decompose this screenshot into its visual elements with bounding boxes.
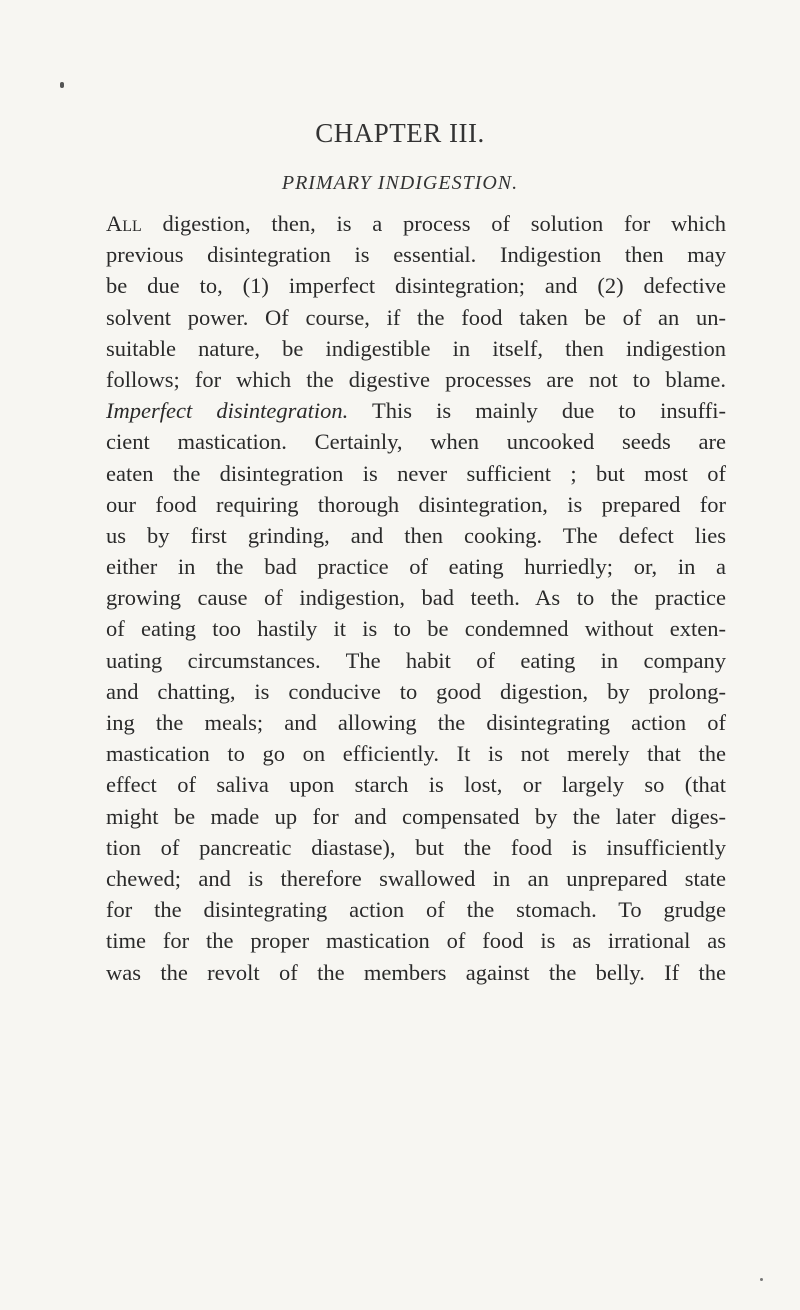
text-line: solvent power. Of course, if the food taken be of an un- bbox=[106, 304, 726, 330]
chapter-title: PRIMARY INDIGESTION. bbox=[281, 172, 519, 194]
text-line: growing cause of indigestion, bad teeth. As to the practice bbox=[106, 585, 726, 611]
section-heading: Imperfect disintegration. bbox=[106, 398, 349, 424]
text-line: for the disintegrating action of the stomach. To grudge bbox=[106, 897, 726, 923]
ink-speck bbox=[760, 1278, 763, 1281]
ink-speck bbox=[60, 82, 64, 88]
text-line: effect of saliva upon starch is lost, or largely so (that bbox=[106, 772, 726, 798]
text-line: ing the meals; and allowing the disintegrating action of bbox=[106, 710, 726, 735]
body-text bbox=[106, 208, 726, 988]
text-line: and chatting, is conducive to good digestion, by prolong- bbox=[106, 678, 726, 704]
text-line: Imperfect disintegration. This is mainly due to insuffi- bbox=[106, 398, 726, 424]
text-line: previous disintegration is essential. Indigestion then may bbox=[106, 242, 726, 268]
text-line: suitable nature, be indigestible in itself, then indigestion bbox=[106, 335, 726, 361]
text-line: us by first grinding, and then cooking. The defect lies bbox=[106, 522, 726, 548]
text-line: of eating too hastily it is to be condemned without exten- bbox=[106, 616, 726, 642]
drop-word: All bbox=[106, 211, 142, 236]
text-line: mastication to go on efficiently. It is not merely that the bbox=[106, 741, 726, 767]
text-line: was the revolt of the members against the belly. If the bbox=[106, 959, 726, 985]
text-line: either in the bad practice of eating hurriedly; or, in a bbox=[106, 554, 726, 580]
chapter-heading: CHAPTER III. bbox=[315, 118, 485, 148]
text-line: uating circumstances. The habit of eating in company bbox=[106, 647, 726, 673]
text-line: our food requiring thorough disintegration, is prepared for bbox=[106, 491, 726, 517]
text-line: time for the proper mastication of food is as irrational as bbox=[106, 928, 726, 954]
text-line: All digestion, then, is a process of solution for which bbox=[106, 211, 726, 236]
text-line: follows; for which the digestive processes are not to blame. bbox=[106, 366, 726, 392]
text-line: tion of pancreatic diastase), but the food is insufficiently bbox=[106, 834, 726, 860]
text-line: chewed; and is therefore swallowed in an unprepared state bbox=[106, 865, 726, 891]
text-line: eaten the disintegration is never sufficient ; but most of bbox=[106, 460, 726, 486]
text-line: cient mastication. Certainly, when uncooked seeds are bbox=[106, 429, 726, 455]
text-line: be due to, (1) imperfect disintegration; and (2) defective bbox=[106, 273, 726, 299]
text-line: might be made up for and compensated by the later diges- bbox=[106, 803, 726, 829]
